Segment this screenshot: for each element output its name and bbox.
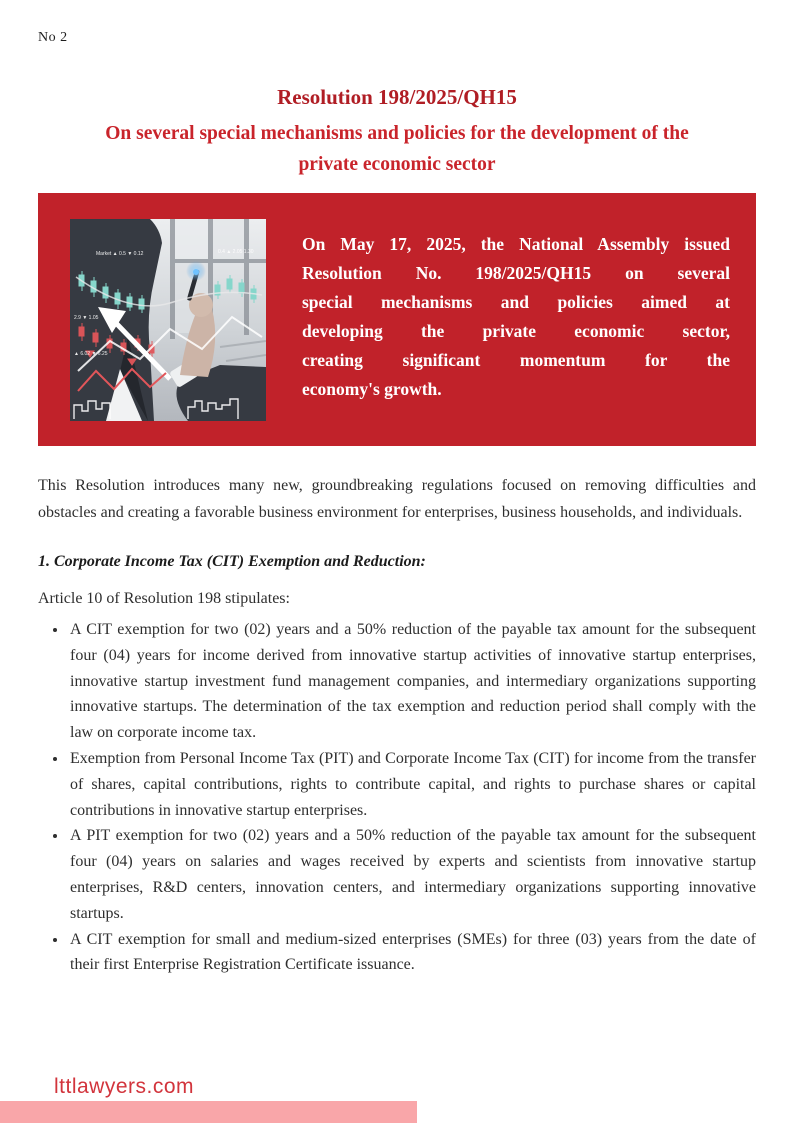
banner-summary-line: developing the private economic sector,	[302, 321, 730, 341]
bullet-list	[38, 617, 756, 978]
bullet-item: • A PIT exemption for two (02) years and a 50% reduction of the payable tax amount for the subsequent four (04) years on salaries and wages received by experts and scientists from innovative startup enterprises, R&D centers, innovation centers, and intermediary organizations supporting innovative startups.	[68, 823, 756, 926]
highlight-banner	[38, 193, 756, 446]
svg-text:▲ 6.02 ▼ 6.25: ▲ 6.02 ▼ 6.25	[74, 351, 108, 357]
banner-summary	[266, 193, 756, 446]
footer-website-link[interactable]: lttlawyers.com	[54, 1075, 195, 1098]
banner-summary-line: On May 17, 2025, the National Assembly issued	[302, 234, 730, 254]
banner-summary-line: economy's growth.	[302, 379, 442, 399]
bullet-item: • A CIT exemption for small and medium-sized enterprises (SMEs) for three (03) years from the date of their first Enterprise Registration Certificate issuance.	[68, 927, 756, 979]
banner-summary-line: creating significant momentum for the	[302, 350, 730, 370]
footer-pink-bar	[0, 1101, 417, 1123]
banner-summary-line: Resolution No. 198/2025/QH15 on several	[302, 263, 730, 283]
intro-paragraph: This Resolution introduces many new, groundbreaking regulations focused on removing difficulties and obstacles and creating a favorable business environment for enterprises, business households, and individuals.	[38, 477, 756, 521]
banner-summary-line: special mechanisms and policies aimed at	[302, 292, 730, 312]
svg-text:2.9 ▼ 1.05: 2.9 ▼ 1.05	[74, 315, 99, 321]
document-title: Resolution 198/2025/QH15	[277, 85, 517, 109]
document-subtitle: On several special mechanisms and policies for the development of the private economic sector	[105, 123, 689, 175]
svg-text:0.4 ▲ 2.05 1.30: 0.4 ▲ 2.05 1.30	[218, 249, 254, 255]
article-intro: Article 10 of Resolution 198 stipulates:	[38, 590, 290, 607]
growth-chart-photo	[70, 219, 266, 421]
svg-text:Market ▲ 0.5 ▼ 0.12: Market ▲ 0.5 ▼ 0.12	[96, 251, 144, 257]
growth-chart-illustration	[70, 219, 266, 421]
bullet-item: • Exemption from Personal Income Tax (PIT) and Corporate Income Tax (CIT) for income from the transfer of shares, capital contributions, rights to contribute capital, and rights to purchase shares or capital contributions in innovative startup enterprises.	[68, 746, 756, 823]
bullet-item: • A CIT exemption for two (02) years and a 50% reduction of the payable tax amount for the subsequent four (04) years for income derived from innovative startup activities of innovative startup enterprises, innovative startup investment fund management companies, and intermediary organizations supporting innovative startups. The determination of the tax exemption and reduction period shall comply with the law on corporate income tax.	[68, 617, 756, 746]
section-heading: 1. Corporate Income Tax (CIT) Exemption and Reduction:	[38, 553, 426, 570]
page-number: No 2	[38, 30, 68, 45]
